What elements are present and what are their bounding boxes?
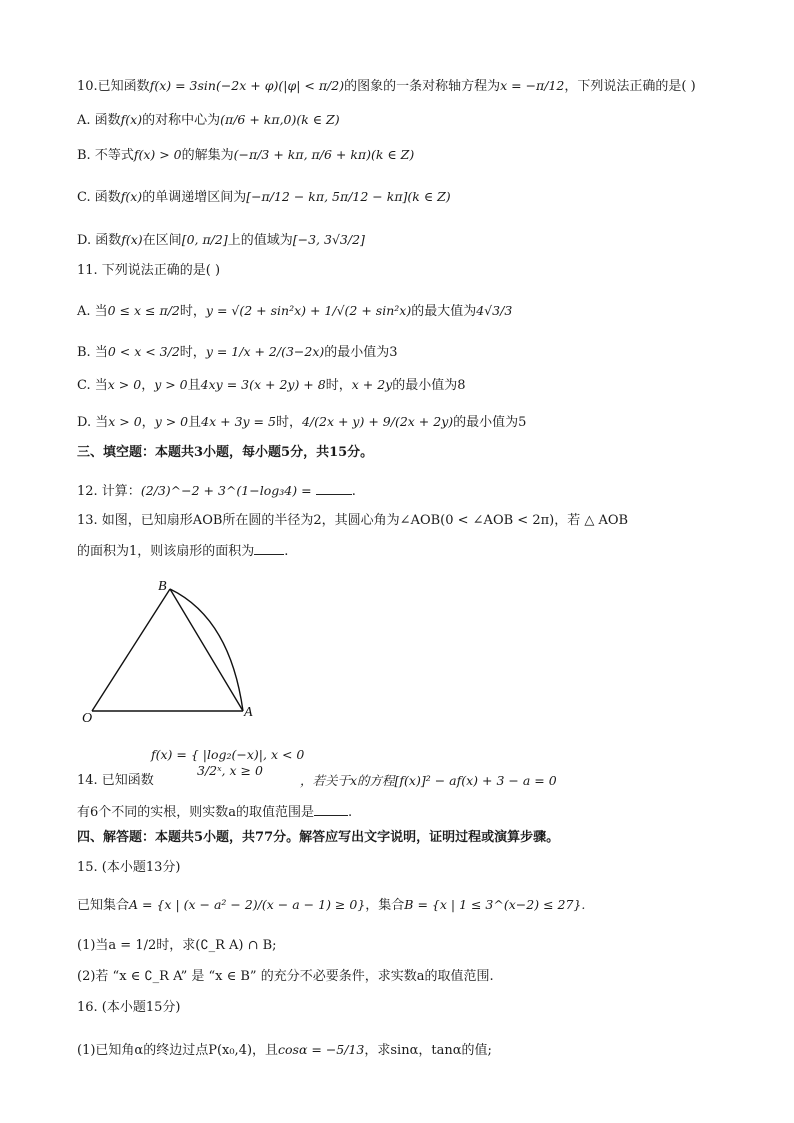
q10-option-b: B. 不等式f(x) > 0的解集为(−π/3 + kπ, π/6 + kπ)(k ∈ Z) bbox=[77, 147, 415, 163]
sector-figure bbox=[80, 578, 280, 728]
label-a: A bbox=[244, 705, 253, 720]
chord-ab bbox=[170, 589, 243, 711]
q16-part-1: (1)已知角α的终边过点P(x₀,4)，且cosα = −5/13，求sinα，tanα的值; bbox=[77, 1042, 492, 1058]
q14-line-2: 有6个不同的实根，则实数a的取值范围是 . bbox=[77, 805, 353, 820]
answer-blank bbox=[316, 482, 352, 495]
q10-stem: 10.已知函数f(x) = 3sin(−2x + φ)(|φ| < π/2)的图象的一条对称轴方程为x = −π/12，下列说法正确的是( ) bbox=[77, 78, 696, 94]
q11-option-a: A. 当0 ≤ x ≤ π/2时，y = √(2 + sin²x) + 1/√(2 + sin²x)的最大值为4√3/3 bbox=[77, 303, 513, 319]
q16-heading: 16. (本小题15分) bbox=[77, 1000, 181, 1015]
q11-option-d: D. 当x > 0，y > 0且4x + 3y = 5时，4/(2x + y) + 9/(2x + 2y)的最小值为5 bbox=[77, 414, 527, 430]
q14-stem: 14. 已知函数 bbox=[77, 773, 154, 788]
section-4-heading: 四、解答题：本题共5小题，共77分。解答应写出文字说明，证明过程或演算步骤。 bbox=[77, 830, 560, 845]
q10-option-a: A. 函数f(x)的对称中心为(π/6 + kπ,0)(k ∈ Z) bbox=[77, 112, 340, 128]
q14-piecewise-top: f(x) = { |log₂(−x)|, x < 0 bbox=[151, 747, 305, 762]
answer-blank bbox=[314, 803, 348, 816]
q15-sets: 已知集合A = {x | (x − a² − 2)/(x − a − 1) ≥ 0}，集合B = {x | 1 ≤ 3^(x−2) ≤ 27}. bbox=[77, 897, 586, 913]
section-3-heading: 三、填空题：本题共3小题，每小题5分，共15分。 bbox=[77, 445, 374, 460]
q15-part-2: (2)若 “x ∈ ∁_R A” 是 “x ∈ B” 的充分不必要条件，求实数a的取值范围. bbox=[77, 969, 494, 984]
q10-option-c: C. 函数f(x)的单调递增区间为[−π/12 − kπ, 5π/12 − kπ](k ∈ Z) bbox=[77, 189, 451, 205]
label-o: O bbox=[82, 711, 93, 726]
q12: 12. 计算：(2/3)^−2 + 3^(1−log₃4) = . bbox=[77, 483, 356, 499]
segment-ob bbox=[92, 589, 170, 711]
q13-line-1: 13. 如图，已知扇形AOB所在圆的半径为2，其圆心角为∠AOB(0 < ∠AOB < 2π)，若 △ AOB bbox=[77, 513, 629, 528]
q15-part-1: (1)当a = 1/2时，求(∁_R A) ∩ B; bbox=[77, 938, 277, 953]
q13-line-2: 的面积为1，则该扇形的面积为 . bbox=[77, 544, 289, 559]
q14-piecewise-bottom: 3/2ˣ, x ≥ 0 bbox=[197, 763, 263, 778]
q14-tail: ，若关于x的方程[f(x)]² − af(x) + 3 − a = 0 bbox=[300, 773, 557, 788]
q15-heading: 15. (本小题13分) bbox=[77, 860, 181, 875]
q10-option-d: D. 函数f(x)在区间[0, π/2]上的值域为[−3, 3√3/2] bbox=[77, 232, 365, 248]
q11-option-c: C. 当x > 0，y > 0且4xy = 3(x + 2y) + 8时，x + 2y的最小值为8 bbox=[77, 377, 466, 393]
answer-blank bbox=[254, 542, 284, 555]
label-b: B bbox=[158, 579, 167, 594]
q11-stem: 11. 下列说法正确的是( ) bbox=[77, 263, 221, 278]
q11-option-b: B. 当0 < x < 3/2时，y = 1/x + 2/(3−2x)的最小值为3 bbox=[77, 344, 398, 360]
